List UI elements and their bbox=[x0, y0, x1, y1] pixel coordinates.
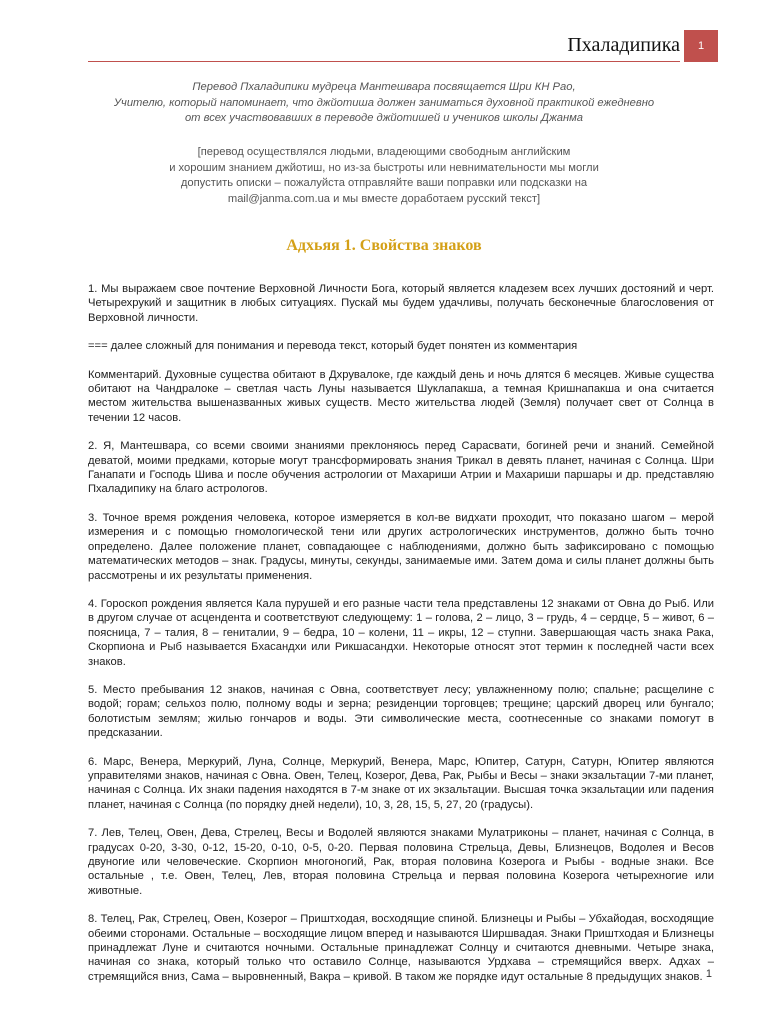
footer-page-number: 1 bbox=[705, 968, 712, 980]
header-page-number: 1 bbox=[684, 30, 718, 62]
chapter-title: Адхьяя 1. Свойства знаков bbox=[286, 237, 482, 254]
translation-note bbox=[88, 145, 680, 207]
note-line: mail@janma.com.ua и мы вместе доработаем русский текст] bbox=[227, 192, 541, 205]
paragraph-8: 8. Телец, Рак, Стрелец, Овен, Козерог – Приштходая, восходящие спиной. Близнецы и Рыбы – Убхайодая, восходящие обеими сторонами. Остальные – восходящие лицом вперед и называются Ширшвадая. Знаки Приштходая и Близнецы принадлежат Луне и считаются ночными. Остальные принадлежат Солнцу и считаются дневными. Четыре знака, начиная со знака, который только что оставило Солнце, называются Урдхава – стремящийся вверх. Адхах – стремящийся вниз, Сама – выровненный, Вакра – кривой. В таком же порядке идут остальные 8 предыдущих знаков. bbox=[88, 913, 714, 983]
header-rule bbox=[88, 61, 680, 62]
header-title: Пхаладипика bbox=[567, 34, 680, 56]
paragraph-4: 4. Гороскоп рождения является Кала пурушей и его разные части тела представлены 12 знаками от Овна до Рыб. Или в другом случае от асцендента и соответствуют следующему: 1 – голова, 2 – лицо, 3 – грудь, 4 – сердце, 5 – живот, 6 – поясница, 7 – талия, 8 – гениталии, 9 – бедра, 10 – колени, 11 – икры, 12 – ступни. Завершающая часть знака Рака, Скорпиона и Рыб называется Бхасандхи или Рикшасандхи. Некоторые относят этот термин к последней части всех знаков. bbox=[88, 597, 714, 668]
note-line: и хорошим знанием джйотиш, но из-за быстроты или невнимательности мы могли bbox=[169, 161, 599, 174]
dedication-line: от всех участвовавших в переводе джйотишей и учеников школы Джанма bbox=[184, 112, 584, 125]
paragraph-2: 2. Я, Мантешвара, со всеми своими знаниями преклоняюсь перед Сарасвати, богиней речи и знаний. Семейной деватой, моими предками, которые могут трансформировать знания Трикал в девять планет, начиная с Солнца. Шри Ганапати и Господь Шива и после обучения астрологии от Махариши Атрии и Махариши паршары и др. представляю Пхаладипику на благо астрологов. bbox=[88, 440, 714, 496]
note-line: [перевод осуществлялся людьми, владеющими свободным английским bbox=[197, 146, 571, 158]
note-line: допустить описки – пожалуйста отправляйте ваши поправки или подсказки на bbox=[180, 177, 588, 190]
paragraph-5: 5. Место пребывания 12 знаков, начиная с Овна, соответствует лесу; увлажненному полю; спальне; расщелине с водой; горам; сельхоз полю, полному воды и зерна; резиденции торговцев; трещине; царский дворец или бунгало; болотистым землям; жилью гончаров и воды. Эти символические места, соотнесенные со знаками помогут в предсказании. bbox=[88, 683, 714, 740]
page-header bbox=[0, 30, 768, 62]
paragraph-commentary: Комментарий. Духовные существа обитают в Дхрувалоке, где каждый день и ночь длятся 6 месяцев. Живые существа обитают на Чандралоке – светлая часть Луны называется Шуклапакша, а темная Кришнапакша и она считается местом жительства вышеназванных живых существ. Место жительства людей (Земля) получает свет от Солнца в течении 12 часов. bbox=[88, 368, 714, 424]
paragraph-6: 6. Марс, Венера, Меркурий, Луна, Солнце, Меркурий, Венера, Марс, Юпитер, Сатурн, Сатурн, Юпитер являются управителями знаков, начиная с Овна. Овен, Телец, Козерог, Дева, Рак, Рыбы и Весы – знаки экзальтации 7-ми планет, начиная с Солнца. Их знаки падения находятся в 7-м знаке от их экзальтации. Высшая точка экзальтации или падения планет, начиная с Солнца (по порядку дней недели), 10, 3, 28, 15, 5, 27, 20 (градусы). bbox=[88, 755, 714, 811]
paragraph-1: 1. Мы выражаем свое почтение Верховной Личности Бога, который является кладезем всех лучших достояний и черт. Четырехрукий и защитник в любых ситуациях. Пускай мы будем удачливы, получать бесконечные благословения от Верховной личности. bbox=[88, 283, 714, 324]
dedication-line: Учителю, который напоминает, что джйотиша должен заниматься духовной практикой ежедневно bbox=[113, 96, 655, 109]
paragraph-3: 3. Точное время рождения человека, которое измеряется в кол-ве видхати проходит, что показано шагом – мерой измерения и с помощью гномологической тени или других астрологических инструментов, должно быть точно определено. Далее положение планет, совпадающее с наблюдениями, должно быть зафиксировано с помощью математических методов – знак. Градусы, минуты, секунды, занимаемые ими. Затем дома и силы планет должны быть рассмотрены и их результаты применения. bbox=[88, 511, 714, 582]
paragraph-separator: === далее сложный для понимания и перевода текст, который будет понятен из комментария bbox=[88, 340, 578, 353]
dedication-line: Перевод Пхаладипики мудреца Мантешвара посвящается Шри КН Рао, bbox=[192, 81, 576, 93]
paragraph-7: 7. Лев, Телец, Овен, Дева, Стрелец, Весы и Водолей являются знаками Мулатриконы – планет, начиная с Солнца, в градусах 0-20, 3-30, 0-12, 15-20, 0-10, 0-5, 0-20. Первая половина Стрельца, Девы, Близнецов, Водолея и Весов двуногие или человеческие. Скорпион многоногий, Рак, вторая половина Козерога и Рыбы - водные знаки. Все остальные , т.е. Овен, Телец, Лев, вторая половина Стрельца и первая половина Козерога четырехногие или животные. bbox=[88, 827, 714, 897]
body-text bbox=[88, 282, 714, 998]
dedication bbox=[88, 80, 680, 127]
